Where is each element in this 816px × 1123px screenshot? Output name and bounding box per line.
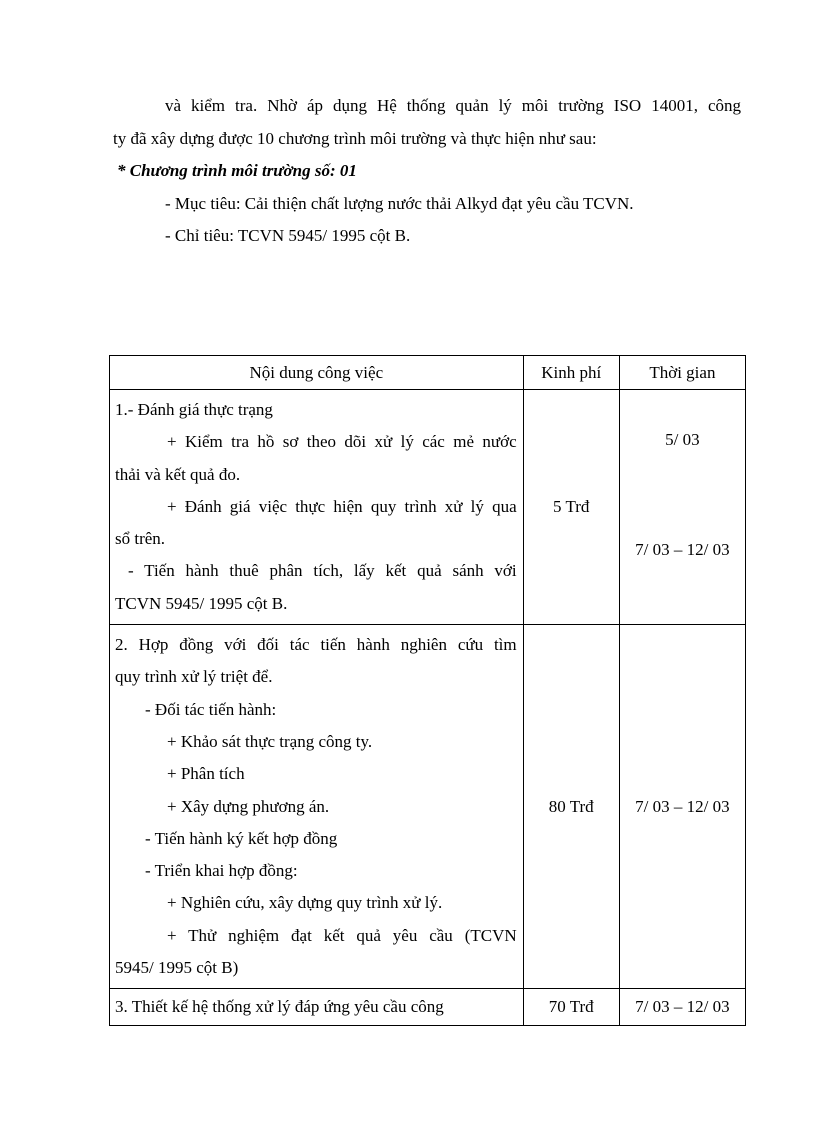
row2-cost: 80 Trđ — [523, 625, 619, 989]
row3-content — [110, 989, 524, 1026]
row2-partner: - Đối tác tiến hành: — [145, 699, 277, 719]
table-row — [110, 989, 746, 1026]
row2-deploy: - Triển khai hợp đồng: — [145, 861, 298, 881]
objective-line: - Mục tiêu: Cải thiện chất lượng nước thải Alkyd đạt yêu cầu TCVN. — [165, 194, 634, 213]
row1-item2b: sổ trên. — [115, 529, 166, 549]
intro-paragraph — [113, 90, 741, 155]
table-header-row — [110, 356, 746, 390]
row2-contract: - Tiến hành ký kết hợp đồng — [145, 828, 338, 848]
row2-content — [110, 625, 524, 989]
work-plan-table — [109, 355, 746, 1026]
row3-title: 3. Thiết kế hệ thống xử lý đáp ứng yêu cầu công — [115, 997, 444, 1017]
table-row — [110, 390, 746, 625]
table-row — [110, 625, 746, 989]
row1-item3a: - Tiến hành thuê phân tích, lấy kết quả sánh với — [128, 561, 517, 581]
row2-title-a: 2. Hợp đồng với đối tác tiến hành nghiên cứu tìm — [115, 635, 517, 655]
row1-title: 1.- Đánh giá thực trạng — [115, 400, 273, 419]
row2-title-b: quy trình xử lý triệt để. — [115, 667, 273, 687]
row1-time-a: 5/ 03 — [665, 430, 700, 449]
row3-time: 7/ 03 – 12/ 03 — [619, 989, 745, 1026]
row2-test-a: + Thử nghiệm đạt kết quả yêu cầu (TCVN — [167, 925, 517, 945]
target-line: - Chỉ tiêu: TCVN 5945/ 1995 cột B. — [165, 226, 411, 245]
row1-time — [619, 390, 745, 625]
row1-time-b: 7/ 03 – 12/ 03 — [635, 540, 730, 559]
row1-cost: 5 Trđ — [523, 390, 619, 625]
row1-item1a: + Kiểm tra hồ sơ theo dõi xử lý các mẻ nước — [167, 432, 517, 452]
row2-survey: + Khảo sát thực trạng công ty. — [167, 731, 373, 751]
row2-analysis: + Phân tích — [167, 764, 245, 784]
row3-cost: 70 Trđ — [523, 989, 619, 1026]
intro-line-2: ty đã xây dựng được 10 chương trình môi trường và thực hiện như sau: — [113, 128, 597, 148]
header-cost: Kinh phí — [523, 356, 619, 390]
intro-line-1: và kiểm tra. Nhờ áp dụng Hệ thống quản lý môi trường ISO 14001, công — [165, 96, 741, 115]
row2-plan: + Xây dựng phương án. — [167, 796, 330, 816]
row1-item2a: + Đánh giá việc thực hiện quy trình xử lý qua — [167, 496, 517, 516]
row2-test-b: 5945/ 1995 cột B) — [115, 958, 239, 978]
row1-item1b: thải và kết quả đo. — [115, 464, 241, 484]
row1-content — [110, 390, 524, 625]
row2-time: 7/ 03 – 12/ 03 — [619, 625, 745, 989]
header-content: Nội dung công việc — [110, 356, 524, 390]
program-heading: * Chương trình môi trường số: 01 — [117, 161, 357, 180]
row2-research: + Nghiên cứu, xây dựng quy trình xử lý. — [167, 893, 443, 913]
header-time: Thời gian — [619, 356, 745, 390]
row1-item3b: TCVN 5945/ 1995 cột B. — [115, 593, 288, 613]
